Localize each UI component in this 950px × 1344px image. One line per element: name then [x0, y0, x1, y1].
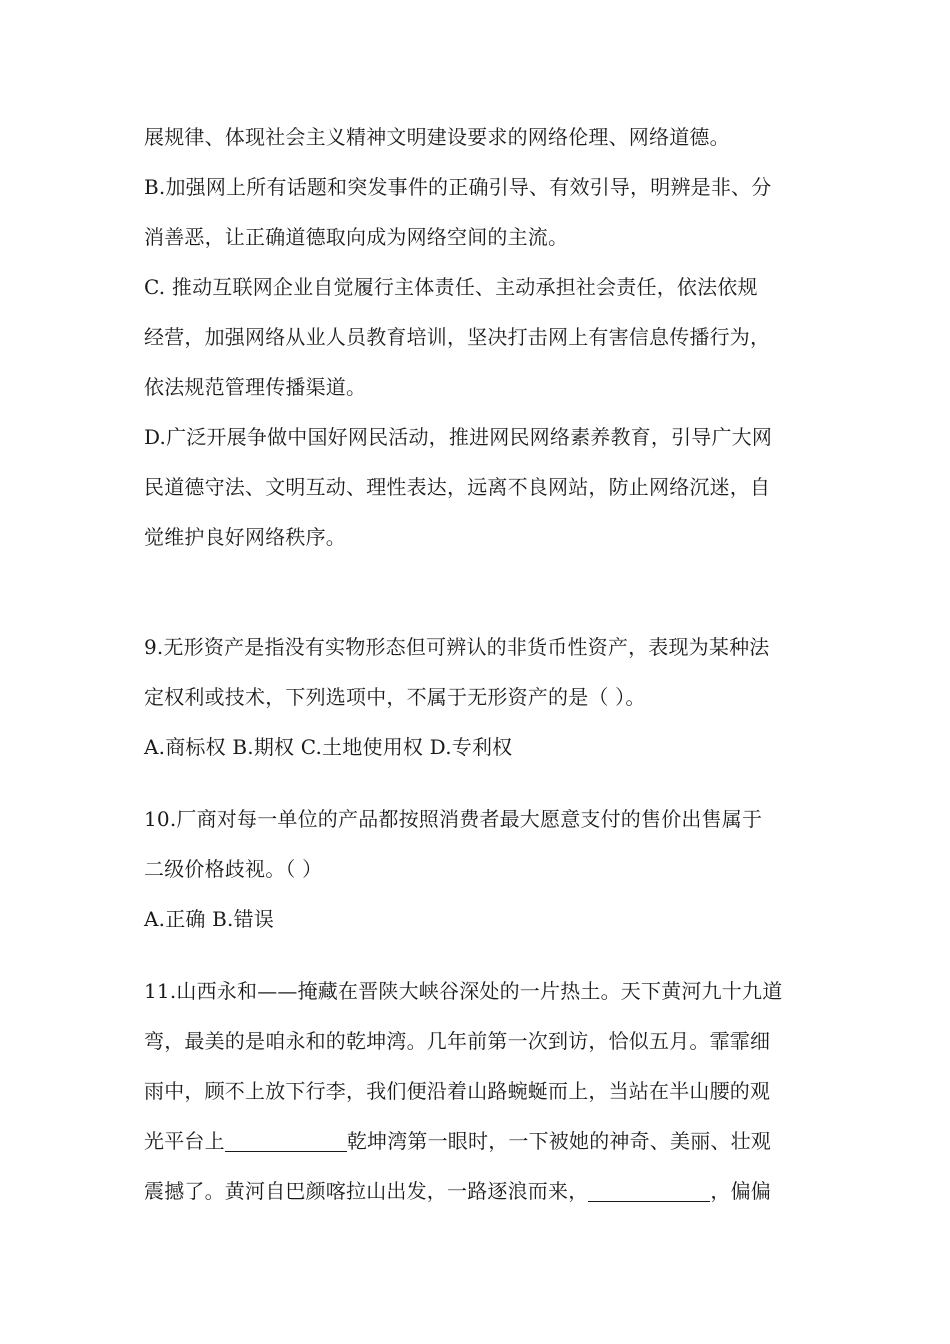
q10-stem-line-1: 10.厂商对每一单位的产品都按照消费者最大愿意支付的售价出售属于 — [144, 807, 763, 831]
q10-options: A.正确 B.错误 — [144, 907, 275, 931]
q8-option-b-line-1: B.加强网上所有话题和突发事件的正确引导、有效引导，明辨是非、分 — [144, 175, 772, 199]
q11-line-1: 11.山西永和——掩藏在晋陕大峡谷深处的一片热土。天下黄河九十九道 — [144, 979, 783, 1003]
q11-line-2: 弯，最美的是咱永和的乾坤湾。几年前第一次到访，恰似五月。霏霏细 — [144, 1029, 771, 1053]
section-gap — [144, 944, 812, 966]
q8-option-c-line-2: 经营，加强网络从业人员教育培训，坚决打击网上有害信息传播行为， — [144, 325, 771, 349]
fill-in-blank-2 — [588, 1177, 710, 1202]
document-page — [144, 112, 812, 1216]
q11-line-4-pre: 光平台上 — [144, 1129, 225, 1153]
q9-stem-line-2: 定权利或技术，下列选项中，不属于无形资产的是（ ）。 — [144, 685, 646, 709]
q9-options: A.商标权 B.期权 C.土地使用权 D.专利权 — [144, 735, 513, 759]
q11-line-3: 雨中，顾不上放下行李，我们便沿着山路蜿蜒而上，当站在半山腰的观 — [144, 1079, 771, 1103]
q8-option-c-line-3: 依法规范管理传播渠道。 — [144, 375, 367, 399]
q11-line-5 — [144, 1166, 812, 1216]
section-gap — [144, 772, 812, 794]
q11-line-5-post: ，偏偏 — [710, 1179, 772, 1203]
q8-option-d-line-3: 觉维护良好网络秩序。 — [144, 525, 346, 549]
q8-option-a-continued: 展规律、体现社会主义精神文明建设要求的网络伦理、网络道德。 — [144, 125, 730, 149]
q11-line-5-pre: 震撼了。黄河自巴颜喀拉山出发，一路逐浪而来， — [144, 1179, 589, 1203]
q8-option-d-line-1: D.广泛开展争做中国好网民活动，推进网民网络素养教育，引导广大网 — [144, 425, 773, 449]
q10-stem-line-2: 二级价格歧视。（ ） — [144, 857, 323, 881]
section-gap — [144, 562, 812, 622]
q11-line-4-post: 乾坤湾第一眼时，一下被她的神奇、美丽、壮观 — [346, 1129, 772, 1153]
fill-in-blank-1 — [225, 1127, 347, 1152]
q8-option-c-line-1: C. 推动互联网企业自觉履行主体责任、主动承担社会责任，依法依规 — [144, 275, 758, 299]
q8-option-d-line-2: 民道德守法、文明互动、理性表达，远离不良网站，防止网络沉迷，自 — [144, 475, 771, 499]
q11-line-4 — [144, 1116, 812, 1166]
q9-stem-line-1: 9.无形资产是指没有实物形态但可辨认的非货币性资产，表现为某种法 — [144, 635, 770, 659]
q8-option-b-line-2: 消善恶，让正确道德取向成为网络空间的主流。 — [144, 225, 569, 249]
